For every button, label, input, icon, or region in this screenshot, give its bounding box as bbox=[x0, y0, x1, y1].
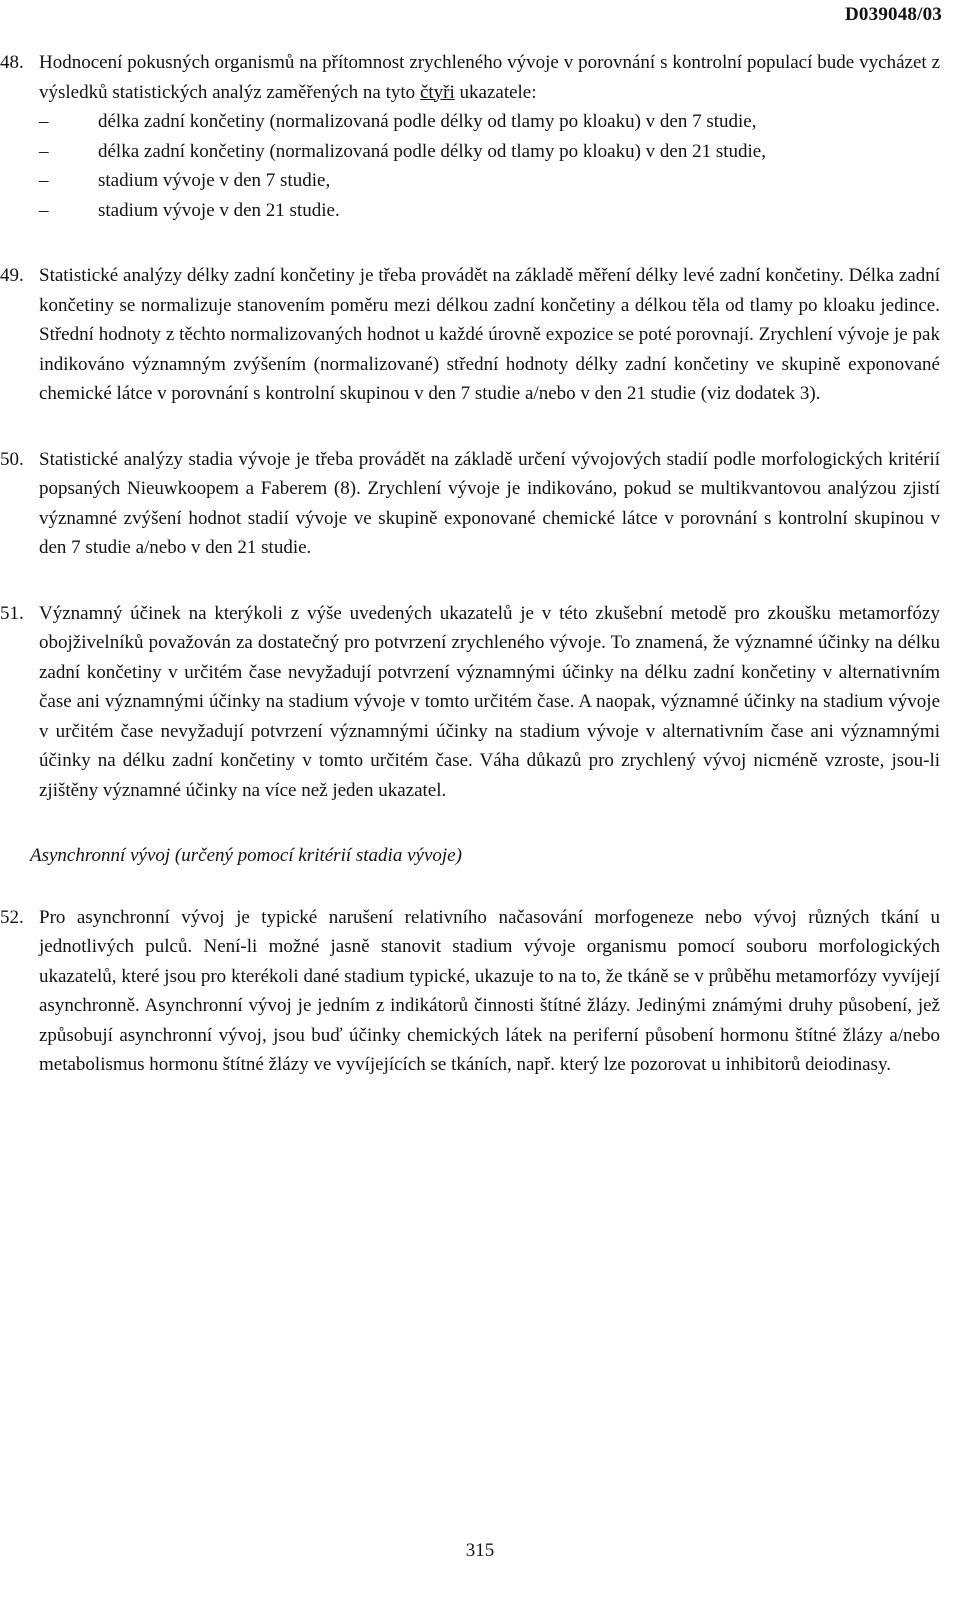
section-heading: Asynchronní vývoj (určený pomocí kritérií stadia vývoje) bbox=[30, 845, 462, 866]
list-item bbox=[0, 137, 960, 167]
paragraph-text: Pro asynchronní vývoj je typické narušení relativního načasování morfogeneze nebo vývoj různých tkání u jednotlivých pulců. Není-li možné jasně stanovit stadium vývoje organismu pomocí souboru morfologických ukazatelů, které jsou pro kterékoli dané stadium typické, ukazuje to na to, že tkáně se v průběhu metamorfózy vyvíjejí asynchronně. Asynchronní vývoj je jedním z indikátorů činnosti štítné žlázy. Jedinými známými druhy působení, jež způsobují asynchronní vývoj, jsou buď účinky chemických látek na periferní působení hormonu štítné žlázy a/nebo metabolismus hormonu štítné žlázy ve vyvíjejících se tkáních, např. který lze pozorovat u inhibitorů deiodinasy. bbox=[39, 906, 940, 1075]
dash-bullet: – bbox=[39, 111, 49, 132]
paragraph-number: 51. bbox=[0, 602, 24, 624]
dash-bullet: – bbox=[39, 170, 49, 191]
paragraph-52 bbox=[0, 903, 960, 1080]
paragraph-text: Statistické analýzy délky zadní končetiny je třeba provádět na základě měření délky levé zadní končetiny. Délka zadní končetiny se normalizuje stanovením poměru mezi délkou zadní končetiny a délkou těla od tlamy po kloaku jedince. Střední hodnoty z těchto normalizovaných hodnot u každé úrovně expozice se poté porovnají. Zrychlení vývoje je pak indikováno významným zvýšením (normalizované) střední hodnoty délky zadní končetiny ve skupině exponované chemické látce v porovnání s kontrolní skupinou v den 7 studie a/nebo v den 21 studie (viz dodatek 3). bbox=[39, 265, 940, 404]
paragraph-text-end: ukazatele: bbox=[454, 81, 537, 103]
paragraph-51 bbox=[0, 599, 960, 806]
page-content bbox=[0, 48, 960, 1080]
paragraph-number: 52. bbox=[0, 906, 24, 928]
paragraph-49 bbox=[0, 261, 960, 409]
list-item bbox=[0, 107, 960, 137]
list-item-text: délka zadní končetiny (normalizovaná podle délky od tlamy po kloaku) v den 7 studie, bbox=[98, 111, 757, 132]
indicator-list bbox=[0, 107, 960, 225]
paragraph-number: 49. bbox=[0, 265, 24, 286]
list-item-text: délka zadní končetiny (normalizovaná podle délky od tlamy po kloaku) v den 21 studie, bbox=[98, 140, 766, 162]
paragraph-text: Statistické analýzy stadia vývoje je třeba provádět na základě určení vývojových stadií podle morfologických kritérií popsaných Nieuwkoopem a Faberem (8). Zrychlení vývoje je indikováno, pokud se multikvantovou analýzou zjistí významné zvýšení hodnot stadií vývoje ve skupině exponované chemické látce v porovnání s kontrolní skupinou v den 7 studie a/nebo v den 21 studie. bbox=[39, 448, 940, 558]
underlined-word: čtyři bbox=[419, 81, 455, 103]
paragraph-text: Hodnocení pokusných organismů na přítomnost zrychleného vývoje v porovnání s kontrolní populací bude vycházet z výsledků statistických analýz zaměřených na tyto bbox=[39, 52, 940, 103]
list-item-text: stadium vývoje v den 21 studie. bbox=[98, 199, 340, 221]
list-item bbox=[0, 166, 960, 196]
dash-bullet: – bbox=[39, 140, 49, 162]
list-item bbox=[0, 196, 960, 226]
paragraph-50 bbox=[0, 445, 960, 563]
paragraph-number: 50. bbox=[0, 448, 24, 470]
dash-bullet: – bbox=[39, 199, 49, 221]
list-item-text: stadium vývoje v den 7 studie, bbox=[98, 170, 331, 191]
page-number: 315 bbox=[465, 1540, 495, 1561]
paragraph-48 bbox=[0, 48, 960, 107]
document-id: D039048/03 bbox=[845, 4, 942, 25]
paragraph-text: Významný účinek na kterýkoli z výše uvedených ukazatelů je v této zkušební metodě pro zkoušku metamorfózy obojživelníků považován za dostatečný pro potvrzení zrychleného vývoje. To znamená, že významné účinky na délku zadní končetiny v určitém čase nevyžadují potvrzení významnými účinky na délku zadní končetiny v alternativním čase ani významnými účinky na stadium vývoje v tomto určitém čase. A naopak, významné účinky na stadium vývoje v určitém čase nevyžadují potvrzení významnými účinky na stadium vývoje v alternativním čase ani významnými účinky na délku zadní končetiny v tomto určitém čase. Váha důkazů pro zrychlený vývoj nicméně vzroste, jsou-li zjištěny významné účinky na více než jeden ukazatel. bbox=[39, 602, 940, 801]
paragraph-number: 48. bbox=[0, 52, 24, 73]
